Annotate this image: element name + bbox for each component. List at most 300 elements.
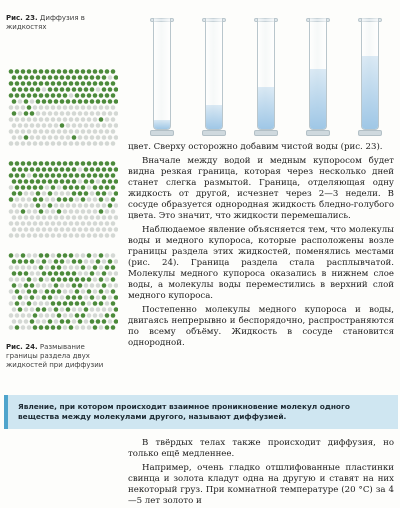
molecule: [102, 227, 107, 232]
molecule: [21, 161, 26, 166]
molecule: [60, 271, 65, 276]
molecule: [102, 283, 107, 288]
molecule: [111, 221, 116, 226]
molecule: [114, 203, 118, 208]
molecule: [54, 307, 59, 312]
molecule: [45, 173, 50, 178]
molecule: [96, 307, 101, 312]
molecule: [18, 203, 23, 208]
molecule: [75, 253, 80, 258]
molecule: [9, 185, 14, 190]
molecule: [114, 191, 118, 196]
molecule: [60, 87, 65, 92]
molecule: [54, 271, 59, 276]
molecule: [81, 105, 86, 110]
molecule: [48, 75, 53, 80]
molecule: [36, 259, 41, 264]
molecule: [57, 253, 62, 258]
molecule: [93, 253, 98, 258]
molecule: [45, 185, 50, 190]
molecule: [39, 185, 44, 190]
molecule: [12, 135, 17, 140]
molecule: [24, 135, 29, 140]
molecule: [75, 197, 80, 202]
molecule: [114, 227, 118, 232]
molecule: [30, 283, 35, 288]
molecule: [12, 75, 17, 80]
molecule: [21, 277, 26, 282]
molecule: [93, 209, 98, 214]
molecule: [30, 295, 35, 300]
molecule: [33, 161, 38, 166]
molecule: [75, 161, 80, 166]
molecule: [51, 209, 56, 214]
molecule: [51, 301, 56, 306]
molecule: [96, 99, 101, 104]
molecule: [96, 295, 101, 300]
molecule: [111, 141, 116, 146]
molecule: [111, 209, 116, 214]
molecule: [75, 141, 80, 146]
molecule: [15, 313, 20, 318]
molecule: [69, 173, 74, 178]
test-tube-2: [202, 18, 226, 136]
molecule: [33, 93, 38, 98]
molecule: [69, 69, 74, 74]
molecule: [87, 93, 92, 98]
molecule: [87, 265, 92, 270]
molecule: [24, 259, 29, 264]
paragraph: Наблюдаемое явление объясняется тем, что молекулы воды и медного купороса, которые расположены возле границы раздела этих жидкостей, поменялись местами (рис. 24). Граница раздела стала расплывчатой. Молекулы медного купороса оказались в нижнем слое воды, а молекулы воды переместились в верхний слой медного купороса.: [128, 225, 394, 301]
molecule: [18, 215, 23, 220]
molecule: [75, 209, 80, 214]
molecule: [27, 129, 32, 134]
molecule: [30, 319, 35, 324]
molecule: [42, 191, 47, 196]
molecule: [51, 325, 56, 330]
tube-liquid: [310, 69, 326, 129]
molecule: [111, 313, 116, 318]
molecule: [51, 81, 56, 86]
molecule: [99, 117, 104, 122]
molecule: [108, 319, 113, 324]
molecule: [105, 209, 110, 214]
molecule: [99, 313, 104, 318]
molecule: [84, 259, 89, 264]
molecule: [105, 265, 110, 270]
molecule: [93, 197, 98, 202]
molecule: [69, 313, 74, 318]
molecule: [75, 173, 80, 178]
definition-box: [4, 395, 398, 429]
molecule: [96, 135, 101, 140]
molecule: [54, 179, 59, 184]
molecule: [21, 81, 26, 86]
molecule: [60, 167, 65, 172]
molecule: [9, 221, 14, 226]
molecule: [57, 81, 62, 86]
molecule: [87, 81, 92, 86]
molecule: [15, 105, 20, 110]
molecule: [48, 135, 53, 140]
molecule: [9, 105, 14, 110]
molecule: [42, 123, 47, 128]
molecule: [24, 75, 29, 80]
molecule: [102, 111, 107, 116]
molecule: [30, 75, 35, 80]
molecule: [111, 161, 116, 166]
molecule: [51, 105, 56, 110]
molecule: [57, 301, 62, 306]
molecule: [12, 87, 17, 92]
molecule: [72, 307, 77, 312]
molecule: [9, 313, 14, 318]
molecule: [57, 277, 62, 282]
molecule: [105, 313, 110, 318]
molecule: [93, 265, 98, 270]
molecule: [96, 87, 101, 92]
molecule: [60, 259, 65, 264]
molecule: [39, 141, 44, 146]
molecule: [66, 259, 71, 264]
molecule: [105, 185, 110, 190]
molecule: [60, 99, 65, 104]
molecule: [111, 81, 116, 86]
molecule: [69, 301, 74, 306]
molecule: [111, 277, 116, 282]
molecule: [96, 111, 101, 116]
molecule: [90, 99, 95, 104]
molecule: [93, 173, 98, 178]
molecule: [18, 307, 23, 312]
molecule: [57, 185, 62, 190]
molecule: [102, 87, 107, 92]
molecule: [27, 173, 32, 178]
molecule: [27, 325, 32, 330]
molecule: [87, 233, 92, 238]
molecule: [33, 185, 38, 190]
molecule: [81, 313, 86, 318]
molecule: [63, 277, 68, 282]
molecule: [51, 313, 56, 318]
molecule: [36, 179, 41, 184]
molecule: [57, 117, 62, 122]
molecule: [81, 129, 86, 134]
molecule: [102, 215, 107, 220]
molecule: [102, 295, 107, 300]
molecule: [27, 209, 32, 214]
molecule: [9, 265, 14, 270]
molecule: [15, 301, 20, 306]
molecule: [81, 69, 86, 74]
molecule: [114, 87, 118, 92]
molecule: [21, 265, 26, 270]
molecule: [39, 197, 44, 202]
molecule: [15, 197, 20, 202]
molecule: [9, 209, 14, 214]
molecule: [90, 227, 95, 232]
molecule: [51, 233, 56, 238]
molecule: [90, 295, 95, 300]
molecule: [57, 233, 62, 238]
molecule-panel-mixed: [8, 252, 118, 334]
test-tube-3: [254, 18, 278, 136]
molecule: [33, 81, 38, 86]
molecule: [81, 289, 86, 294]
molecule: [54, 99, 59, 104]
molecule: [72, 227, 77, 232]
molecule: [84, 307, 89, 312]
molecule: [81, 141, 86, 146]
molecule: [51, 69, 56, 74]
molecule: [84, 135, 89, 140]
molecule: [45, 301, 50, 306]
molecule: [39, 209, 44, 214]
molecule: [87, 141, 92, 146]
molecule: [75, 313, 80, 318]
molecule: [111, 289, 116, 294]
molecule: [81, 197, 86, 202]
molecule: [15, 81, 20, 86]
molecule: [12, 295, 17, 300]
molecule: [63, 141, 68, 146]
molecule: [42, 203, 47, 208]
molecule: [72, 203, 77, 208]
molecule: [105, 301, 110, 306]
molecule: [78, 307, 83, 312]
molecule: [72, 295, 77, 300]
molecule: [105, 105, 110, 110]
molecule: [33, 69, 38, 74]
molecule: [87, 289, 92, 294]
molecule: [12, 215, 17, 220]
molecule: [84, 203, 89, 208]
molecule: [108, 307, 113, 312]
molecule: [99, 209, 104, 214]
molecule: [39, 277, 44, 282]
molecule: [108, 135, 113, 140]
molecule: [93, 141, 98, 146]
main-text: [128, 142, 394, 352]
molecule: [54, 259, 59, 264]
molecule: [45, 117, 50, 122]
molecule: [39, 233, 44, 238]
molecule: [54, 283, 59, 288]
molecule: [15, 221, 20, 226]
molecule-panel-sharp: [8, 68, 118, 150]
molecule: [18, 191, 23, 196]
molecule: [18, 271, 23, 276]
molecule: [99, 301, 104, 306]
molecule: [30, 135, 35, 140]
molecule: [51, 161, 56, 166]
molecule: [114, 123, 118, 128]
molecule: [45, 265, 50, 270]
molecule: [114, 179, 118, 184]
molecule: [111, 129, 116, 134]
molecule: [99, 233, 104, 238]
molecule: [51, 141, 56, 146]
molecule: [78, 191, 83, 196]
molecule: [63, 185, 68, 190]
molecule: [87, 161, 92, 166]
molecule: [9, 301, 14, 306]
molecule: [90, 167, 95, 172]
molecule: [48, 179, 53, 184]
molecule: [42, 87, 47, 92]
molecule: [27, 93, 32, 98]
molecule: [9, 253, 14, 258]
molecule: [18, 87, 23, 92]
molecule: [21, 325, 26, 330]
molecule: [27, 277, 32, 282]
molecule: [45, 81, 50, 86]
molecule: [18, 135, 23, 140]
molecule: [30, 111, 35, 116]
molecule: [18, 111, 23, 116]
molecule: [51, 129, 56, 134]
molecule: [36, 111, 41, 116]
molecule: [27, 197, 32, 202]
molecule: [54, 123, 59, 128]
molecule: [39, 173, 44, 178]
molecule: [27, 253, 32, 258]
molecule: [78, 227, 83, 232]
molecule: [63, 117, 68, 122]
molecule: [60, 215, 65, 220]
definition-text: Явление, при котором происходит взаимное проникновение молекул одного вещества между молекулами другого, называют диффузией.: [18, 402, 350, 421]
molecule: [84, 99, 89, 104]
molecule: [84, 123, 89, 128]
molecule: [33, 265, 38, 270]
molecule: [81, 81, 86, 86]
molecule: [48, 215, 53, 220]
molecule: [63, 81, 68, 86]
molecule: [108, 167, 113, 172]
molecule: [42, 259, 47, 264]
molecule: [18, 99, 23, 104]
molecule: [87, 69, 92, 74]
molecule: [48, 271, 53, 276]
molecule: [42, 295, 47, 300]
molecule: [51, 117, 56, 122]
molecule: [30, 123, 35, 128]
molecule: [48, 191, 53, 196]
molecule: [96, 259, 101, 264]
molecule: [66, 87, 71, 92]
molecule: [33, 313, 38, 318]
molecule: [78, 283, 83, 288]
molecule: [21, 117, 26, 122]
molecule: [63, 301, 68, 306]
molecule: [36, 135, 41, 140]
molecule: [15, 253, 20, 258]
molecule: [54, 111, 59, 116]
molecule: [84, 75, 89, 80]
molecule: [99, 221, 104, 226]
molecule: [12, 123, 17, 128]
text-after-definition: [128, 438, 394, 508]
molecule: [69, 161, 74, 166]
molecule: [111, 69, 116, 74]
molecule: [63, 289, 68, 294]
molecule: [90, 319, 95, 324]
molecule: [12, 167, 17, 172]
paragraph: Вначале между водой и медным купоросом будет видна резкая граница, которая через несколько дней станет слегка размытой. Граница, отделяющая одну жидкость от другой, исчезнет через 2—3 недели. В сосуде образуется однородная жидкость бледно-голубого цвета. Это значит, что жидкости перемешались.: [128, 156, 394, 221]
molecule: [15, 141, 20, 146]
molecule: [48, 259, 53, 264]
molecule: [9, 93, 14, 98]
molecule: [102, 75, 107, 80]
molecule: [57, 69, 62, 74]
molecule: [75, 233, 80, 238]
molecule: [108, 295, 113, 300]
molecule: [90, 123, 95, 128]
molecule: [69, 81, 74, 86]
molecule: [15, 185, 20, 190]
molecule: [66, 271, 71, 276]
molecule: [75, 277, 80, 282]
molecule: [69, 197, 74, 202]
molecule: [33, 141, 38, 146]
molecule: [69, 289, 74, 294]
molecule: [99, 173, 104, 178]
molecule: [48, 319, 53, 324]
molecule: [30, 191, 35, 196]
molecule: [90, 191, 95, 196]
molecule: [99, 277, 104, 282]
tube-liquid: [258, 87, 274, 129]
molecule: [24, 123, 29, 128]
molecule: [33, 221, 38, 226]
molecule: [27, 185, 32, 190]
molecule: [33, 117, 38, 122]
molecule: [21, 185, 26, 190]
molecule: [24, 283, 29, 288]
molecule: [108, 227, 113, 232]
molecule-grid: [8, 68, 118, 150]
molecule: [12, 179, 17, 184]
molecule: [63, 93, 68, 98]
molecule: [36, 87, 41, 92]
molecule-grid: [8, 252, 118, 334]
molecule: [54, 191, 59, 196]
molecule: [57, 129, 62, 134]
molecule: [9, 117, 14, 122]
molecule: [21, 105, 26, 110]
molecule: [51, 277, 56, 282]
molecule: [69, 129, 74, 134]
tube-liquid: [362, 56, 378, 129]
molecule: [42, 283, 47, 288]
molecule: [15, 277, 20, 282]
molecule: [21, 141, 26, 146]
molecule: [69, 277, 74, 282]
molecule: [24, 227, 29, 232]
molecule: [9, 129, 14, 134]
molecule: [27, 233, 32, 238]
molecule: [45, 105, 50, 110]
molecule: [87, 185, 92, 190]
molecule: [45, 253, 50, 258]
molecule: [36, 191, 41, 196]
molecule: [63, 209, 68, 214]
molecule: [93, 105, 98, 110]
molecule: [96, 271, 101, 276]
molecule: [81, 117, 86, 122]
molecule: [93, 221, 98, 226]
molecule: [45, 233, 50, 238]
